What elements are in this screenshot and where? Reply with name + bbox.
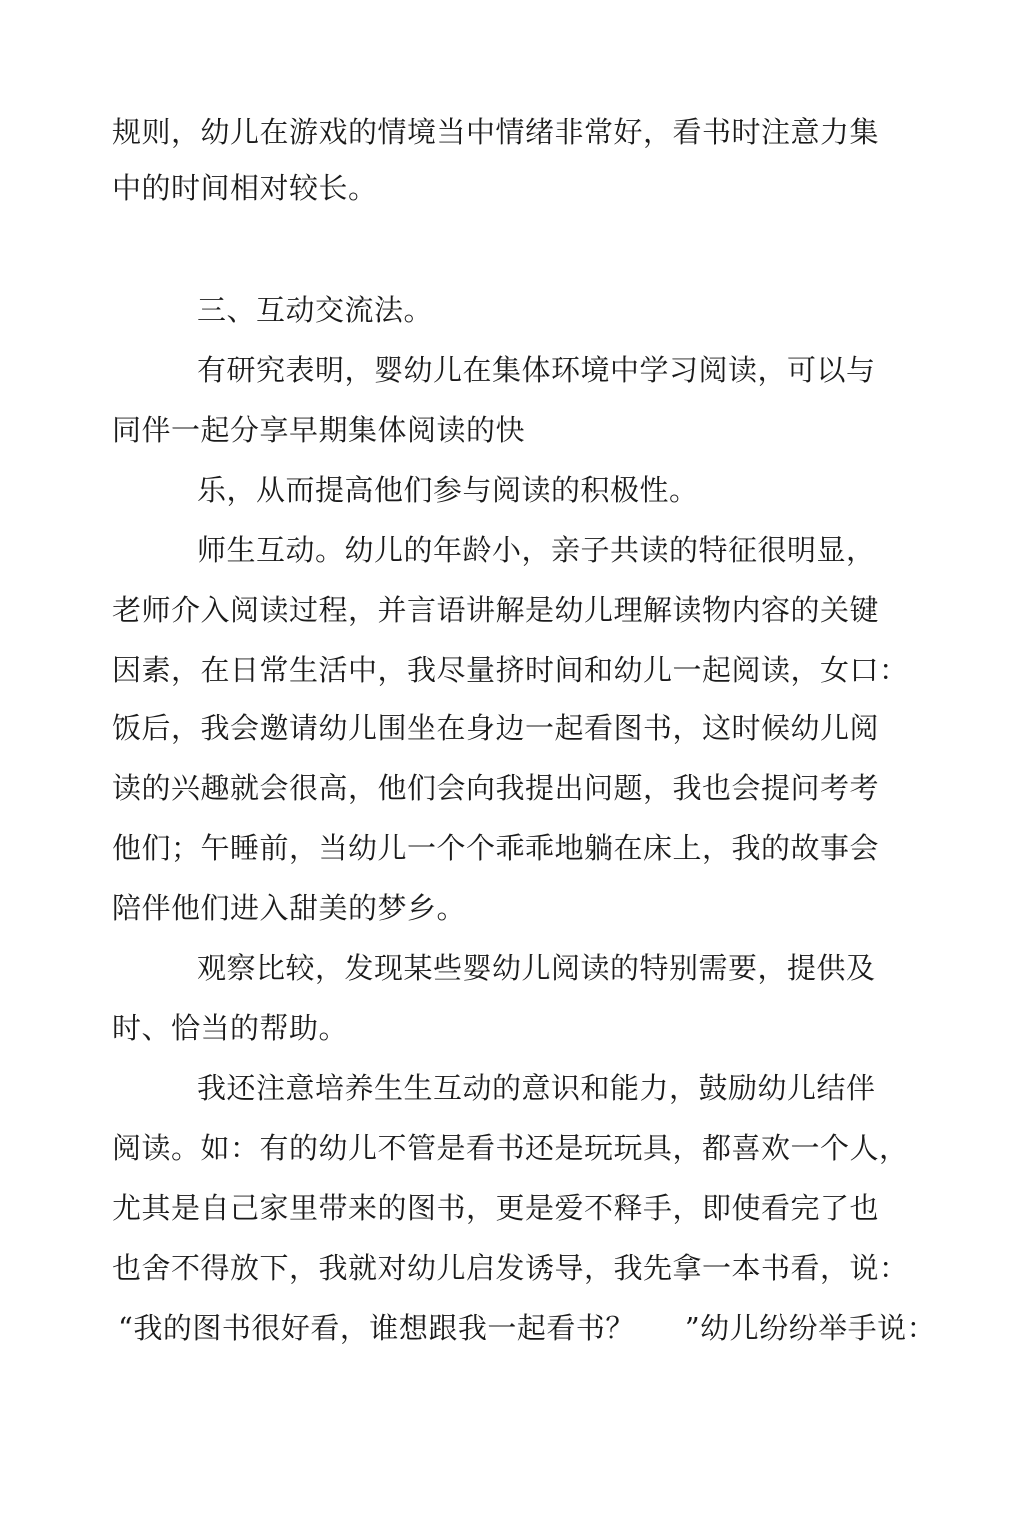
- text-line: 陪伴他们进入甜美的梦乡。: [112, 891, 467, 925]
- quote-part: “我的图书很好看，谁想跟我一起看书？: [118, 1311, 635, 1345]
- text-line: 师生互动。幼儿的年龄小，亲子共读的特征很明显，: [197, 533, 876, 567]
- text-line: 中的时间相对较长。: [112, 171, 378, 205]
- text-line: 老师介入阅读过程，并言语讲解是幼儿理解读物内容的关键: [112, 593, 880, 627]
- text-line: 读的兴趣就会很高，他们会向我提出问题，我也会提问考考: [112, 771, 880, 805]
- text-line: 尤其是自己家里带来的图书，更是爱不释手，即使看完了也: [112, 1191, 880, 1225]
- text-line: 也舍不得放下，我就对幼儿启发诱导，我先拿一本书看，说：: [112, 1251, 909, 1285]
- quote-part: ”幼儿纷纷举手说：: [684, 1311, 937, 1345]
- text-line: 乐，从而提高他们参与阅读的积极性。: [197, 473, 699, 507]
- text-line: 饭后，我会邀请幼儿围坐在身边一起看图书，这时候幼儿阅: [112, 711, 880, 745]
- text-line: 因素，在日常生活中，我尽量挤时间和幼儿一起阅读，女口：: [112, 653, 909, 687]
- text-line: 规则，幼儿在游戏的情境当中情绪非常好，看书时注意力集: [112, 115, 880, 149]
- text-line: 我还注意培养生生互动的意识和能力，鼓励幼儿结伴: [197, 1071, 876, 1105]
- text-line: 同伴一起分享早期集体阅读的快: [112, 413, 526, 447]
- text-line: 时、恰当的帮助。: [112, 1011, 349, 1045]
- text-line: 他们；午睡前，当幼儿一个个乖乖地躺在床上，我的故事会: [112, 831, 880, 865]
- text-line: 阅读。如：有的幼儿不管是看书还是玩玩具，都喜欢一个人，: [112, 1131, 909, 1165]
- text-line: 有研究表明，婴幼儿在集体环境中学习阅读，可以与: [197, 353, 876, 387]
- section-heading: 三、互动交流法。: [197, 293, 434, 327]
- text-line: [118, 1310, 936, 1346]
- text-line: 观察比较，发现某些婴幼儿阅读的特别需要，提供及: [197, 951, 876, 985]
